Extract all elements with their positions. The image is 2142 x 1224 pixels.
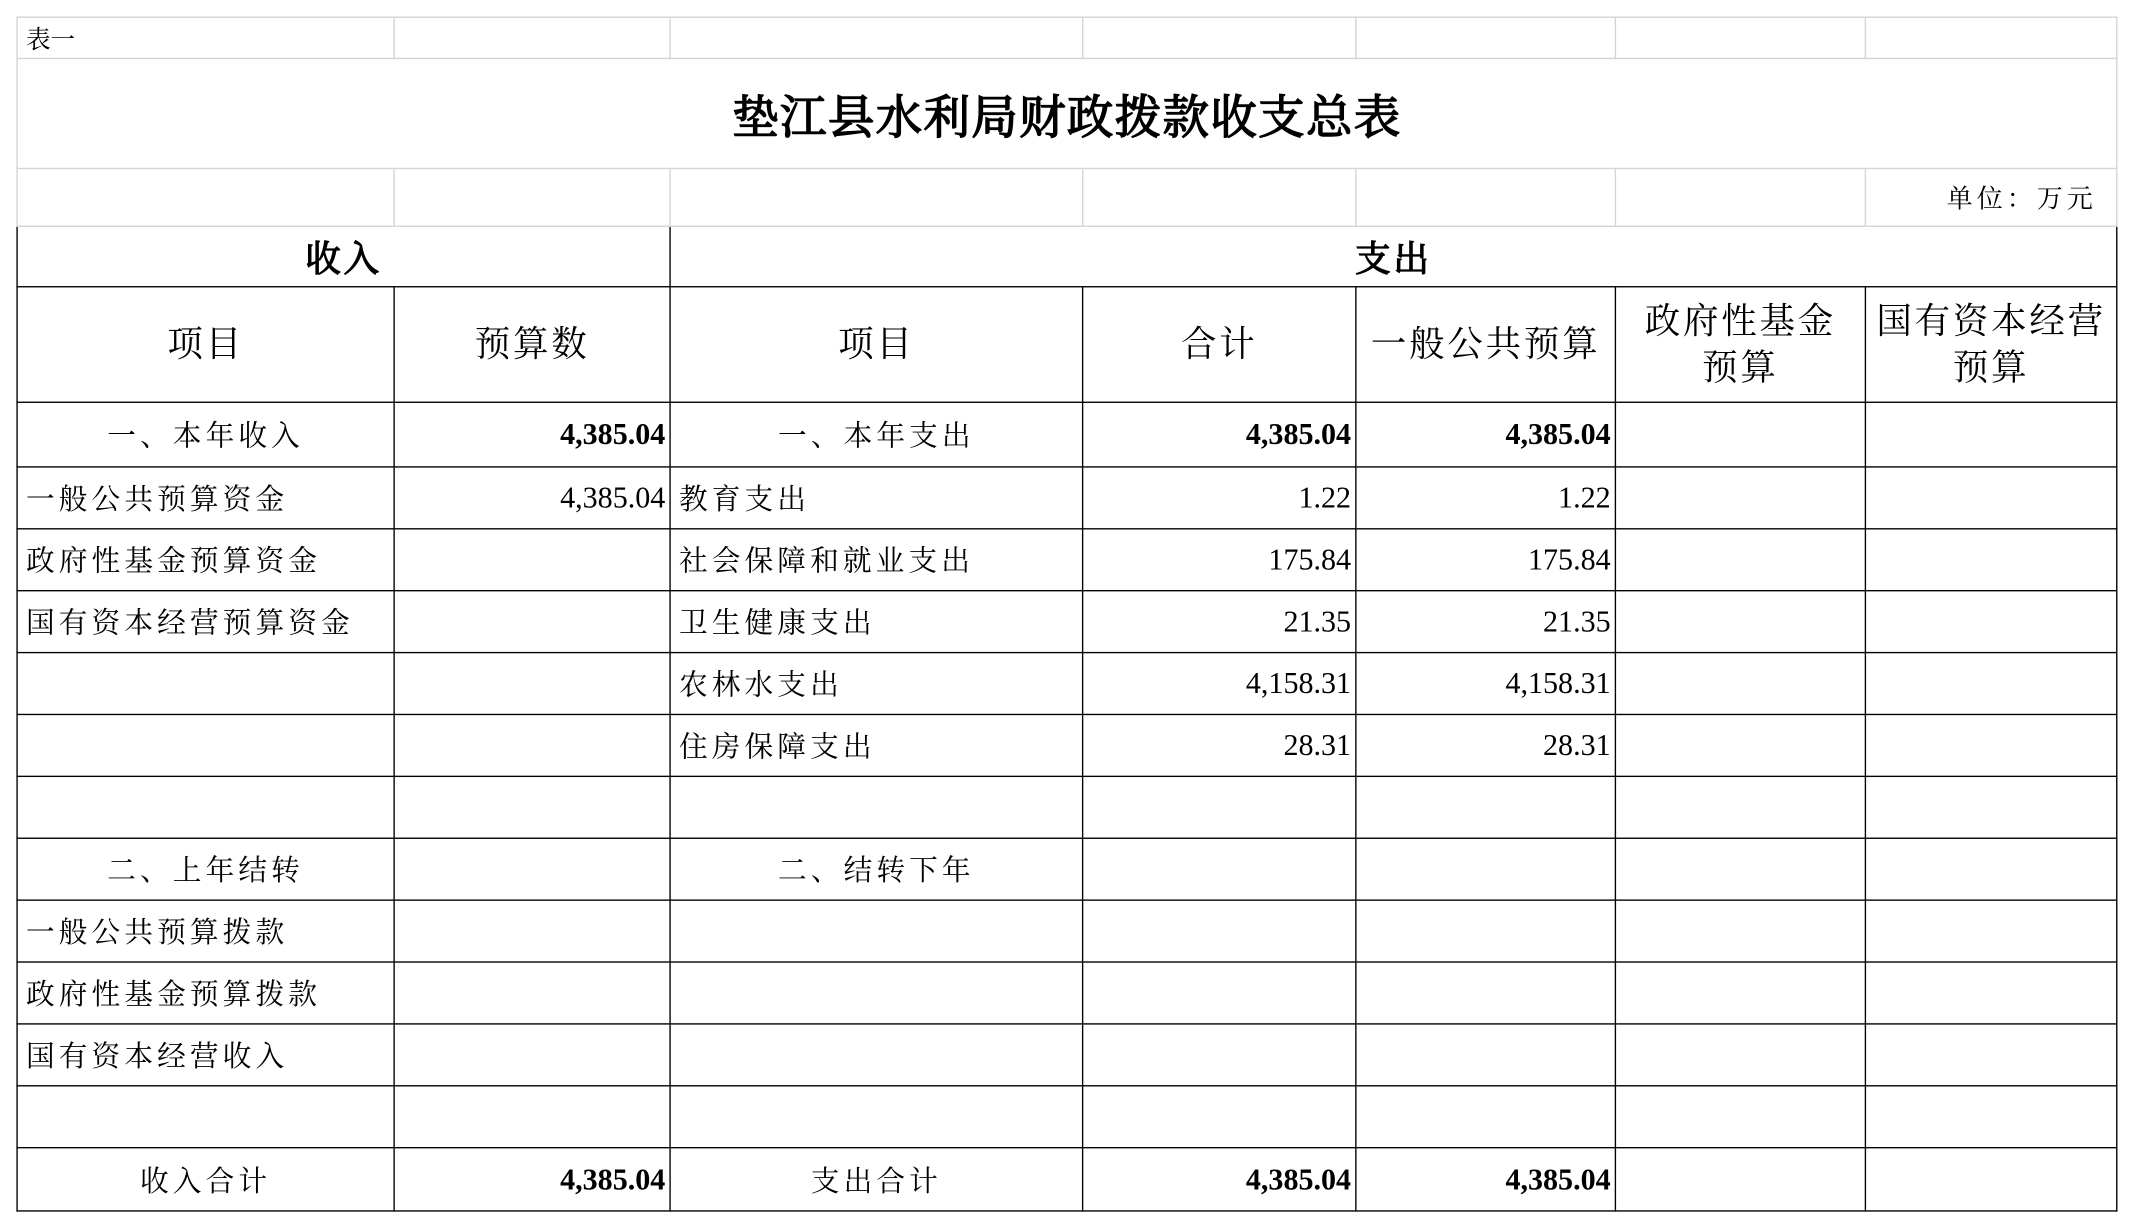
- expense-total: 4,158.31: [1083, 653, 1356, 715]
- expense-total: [1083, 838, 1356, 900]
- general-budget: 4,385.04: [1356, 402, 1616, 467]
- col-fund-budget: 政府性基金 预算: [1615, 287, 1865, 403]
- label-row: [17, 17, 2117, 58]
- col-income-budget: 预算数: [394, 287, 670, 403]
- income-budget: [394, 776, 670, 838]
- income-budget: 4,385.04: [394, 402, 670, 467]
- expense-item: 一、本年支出: [670, 402, 1083, 467]
- income-item: 一般公共预算拨款: [17, 900, 394, 962]
- column-header-row: [17, 287, 2117, 403]
- col-state-capital-budget: 国有资本经营 预算: [1865, 287, 2116, 403]
- expense-total: [1083, 1086, 1356, 1148]
- expense-total: [1083, 962, 1356, 1024]
- general-budget: [1356, 900, 1616, 962]
- income-header: 收入: [17, 226, 670, 287]
- income-total-value: 4,385.04: [394, 1148, 670, 1211]
- expense-total: 175.84: [1083, 529, 1356, 591]
- table-row: [17, 714, 2117, 776]
- income-item: [17, 1086, 394, 1148]
- budget-table: [16, 17, 2117, 1212]
- table-row: [17, 900, 2117, 962]
- income-budget: [394, 714, 670, 776]
- unit-row: [17, 168, 2117, 226]
- expense-item: [670, 900, 1083, 962]
- expense-item: 教育支出: [670, 467, 1083, 529]
- page-title: 垫江县水利局财政拨款收支总表: [17, 58, 2117, 168]
- general-budget: [1356, 1024, 1616, 1086]
- col-income-item: 项目: [17, 287, 394, 403]
- col-expense-item: 项目: [670, 287, 1083, 403]
- income-budget: [394, 1086, 670, 1148]
- income-item: 政府性基金预算资金: [17, 529, 394, 591]
- expense-total: 21.35: [1083, 591, 1356, 653]
- col-expense-total: 合计: [1083, 287, 1356, 403]
- expense-total: [1083, 776, 1356, 838]
- expense-total-value: 4,385.04: [1083, 1148, 1356, 1211]
- section-header-row: [17, 226, 2117, 287]
- general-budget: 4,158.31: [1356, 653, 1616, 715]
- income-item: [17, 776, 394, 838]
- expense-item: [670, 1086, 1083, 1148]
- expense-item: 二、结转下年: [670, 838, 1083, 900]
- income-item: [17, 653, 394, 715]
- expense-total: 1.22: [1083, 467, 1356, 529]
- income-item: 政府性基金预算拨款: [17, 962, 394, 1024]
- general-budget: 21.35: [1356, 591, 1616, 653]
- expense-total: 4,385.04: [1083, 402, 1356, 467]
- table-label: 表一: [17, 17, 394, 58]
- expense-item: 住房保障支出: [670, 714, 1083, 776]
- general-budget: 175.84: [1356, 529, 1616, 591]
- general-budget-total-value: 4,385.04: [1356, 1148, 1616, 1211]
- table-row: [17, 838, 2117, 900]
- expense-total-label: 支出合计: [670, 1148, 1083, 1211]
- table-row: [17, 402, 2117, 467]
- col-general-budget: 一般公共预算: [1356, 287, 1616, 403]
- income-budget: [394, 962, 670, 1024]
- income-item: [17, 714, 394, 776]
- expense-total: 28.31: [1083, 714, 1356, 776]
- income-budget: [394, 838, 670, 900]
- income-budget: [394, 900, 670, 962]
- income-budget: [394, 529, 670, 591]
- expense-item: [670, 1024, 1083, 1086]
- table-row: [17, 962, 2117, 1024]
- income-item: 一、本年收入: [17, 402, 394, 467]
- expense-total: [1083, 900, 1356, 962]
- general-budget: 28.31: [1356, 714, 1616, 776]
- expense-item: 农林水支出: [670, 653, 1083, 715]
- income-total-label: 收入合计: [17, 1148, 394, 1211]
- income-budget: [394, 653, 670, 715]
- expense-item: [670, 776, 1083, 838]
- income-item: 二、上年结转: [17, 838, 394, 900]
- table-row: [17, 1086, 2117, 1148]
- income-budget: [394, 591, 670, 653]
- general-budget: 1.22: [1356, 467, 1616, 529]
- table-row: [17, 529, 2117, 591]
- income-item: 国有资本经营收入: [17, 1024, 394, 1086]
- expense-item: [670, 962, 1083, 1024]
- table-row: [17, 776, 2117, 838]
- general-budget: [1356, 1086, 1616, 1148]
- unit-label: 单位：万元: [1865, 168, 2116, 226]
- expense-item: 卫生健康支出: [670, 591, 1083, 653]
- table-row: [17, 591, 2117, 653]
- title-row: [17, 58, 2117, 168]
- general-budget: [1356, 962, 1616, 1024]
- expense-total: [1083, 1024, 1356, 1086]
- general-budget: [1356, 776, 1616, 838]
- general-budget: [1356, 838, 1616, 900]
- table-row: [17, 467, 2117, 529]
- income-item: 国有资本经营预算资金: [17, 591, 394, 653]
- income-item: 一般公共预算资金: [17, 467, 394, 529]
- table-row: [17, 1024, 2117, 1086]
- expense-item: 社会保障和就业支出: [670, 529, 1083, 591]
- income-budget: 4,385.04: [394, 467, 670, 529]
- table-row: [17, 653, 2117, 715]
- expense-header: 支出: [670, 226, 2117, 287]
- income-budget: [394, 1024, 670, 1086]
- totals-row: [17, 1148, 2117, 1211]
